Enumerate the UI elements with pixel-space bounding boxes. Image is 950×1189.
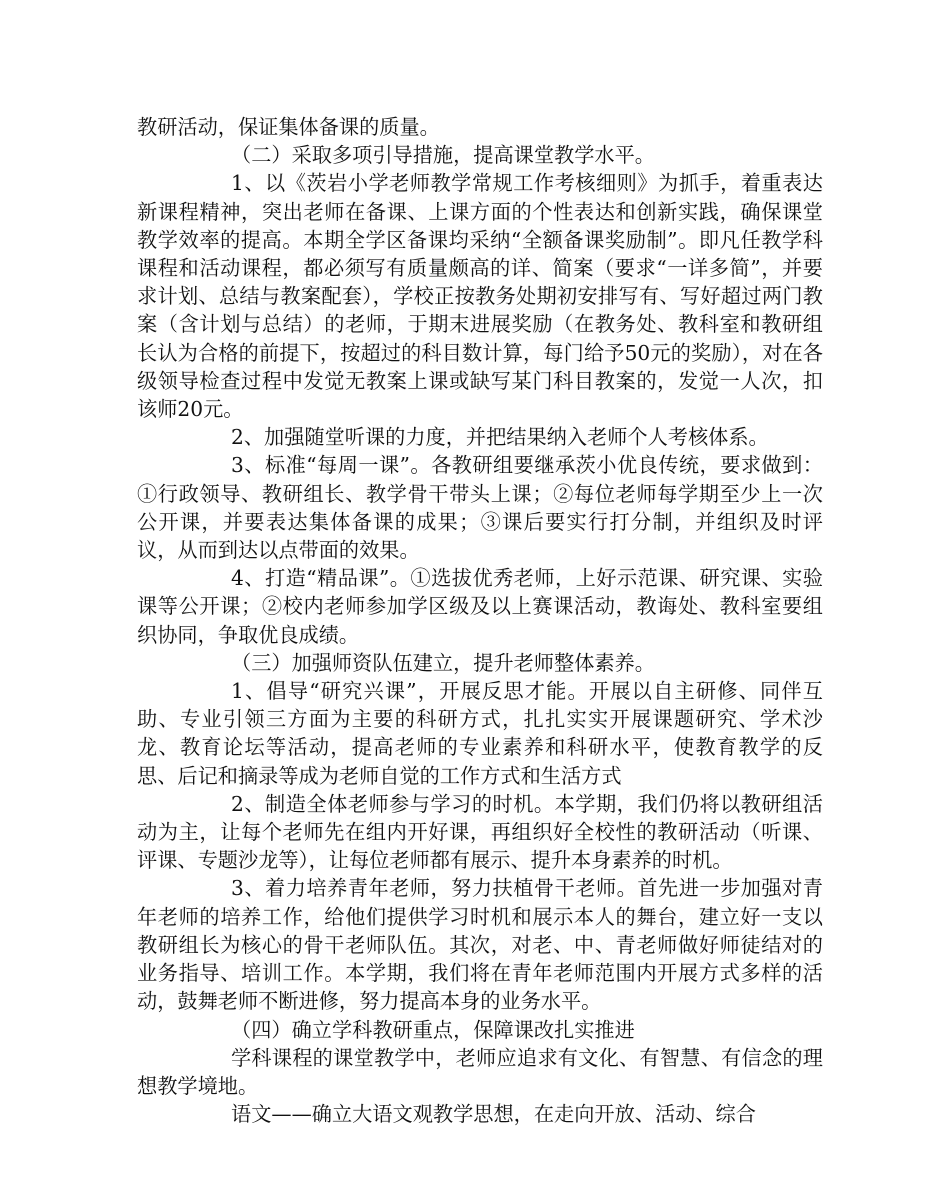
paragraph-chinese-subject: 语文——确立大语文观教学思想，在走向开放、活动、综合 [231,1102,756,1127]
paragraph-item-3-1: 1、倡导“研究兴课”，开展反思才能。开展以自主研修、同伴互助、专业引领三方面为主要的科研方式，扎扎实实开展课题研究、学术沙龙、教育论坛等活动，提高老师的专业素养和科研水平，使教育教学的反思、后记和摘录等成为老师自觉的工作方式和生活方式 [137,679,823,788]
section-heading-2: （二）采取多项引导措施，提高课堂教学水平。 [231,143,655,168]
paragraph-section-4-intro: 学科课程的课堂教学中，老师应追求有文化、有智慧、有信念的理想教学境地。 [137,1045,823,1098]
section-heading-4: （四）确立学科教研重点，保障课改扎实推进 [231,1017,635,1042]
section-heading-3: （三）加强师资队伍建立，提升老师整体素养。 [231,650,655,675]
paragraph-item-2-1: 1、以《茨岩小学老师教学常规工作考核细则》为抓手，着重表达新课程精神，突出老师在备课、上课方面的个性表达和创新实践，确保课堂教学效率的提高。本期全学区备课均采纳“全额备课奖励制”。即凡任教学科课程和活动课程，都必须写有质量颇高的详、简案（要求“一详多简”，并要求计划、总结与教案配套），学校正按教务处期初安排写有、写好超过两门教案（含计划与总结）的老师，于期末进展奖励（在教务处、教科室和教研组长认为合格的前提下，按超过的科目数计算，每门给予50元的奖励），对在各级领导检查过程中发觉无教案上课或缺写某门科目教案的，发觉一人次，扣该师20元。 [137,171,823,422]
paragraph-item-2-4: 4、打造“精品课”。①选拔优秀老师，上好示范课、研究课、实验课等公开课；②校内老师参加学区级及以上赛课活动，教诲处、教科室要组织协同，争取优良成绩。 [137,566,823,647]
document-body [137,113,823,1128]
paragraph-item-3-2: 2、制造全体老师参与学习的时机。本学期，我们仍将以教研组活动为主，让每个老师先在组内开好课，再组织好全校性的教研活动（听课、评课、专题沙龙等），让每位老师都有展示、提升本身素养的时机。 [137,791,823,873]
paragraph-item-2-2: 2、加强随堂听课的力度，并把结果纳入老师个人考核体系。 [231,425,769,450]
paragraph-continuation: 教研活动，保证集体备课的质量。 [137,115,440,139]
paragraph-item-3-3: 3、着力培养青年老师，努力扶植骨干老师。首先进一步加强对青年老师的培养工作，给他们提供学习时机和展示本人的舞台，建立好一支以教研组长为核心的骨干老师队伍。其次，对老、中、青老师做好师徒结对的业务指导、培训工作。本学期，我们将在青年老师范围内开展方式多样的活动，鼓舞老师不断进修，努力提高本身的业务水平。 [137,876,823,1014]
paragraph-item-2-3: 3、标准“每周一课”。各教研组要继承茨小优良传统，要求做到：①行政领导、教研组长、教学骨干带头上课；②每位老师每学期至少上一次公开课，并要表达集体备课的成果；③课后要实行打分制，并组织及时评议，从而到达以点带面的效果。 [137,453,823,563]
